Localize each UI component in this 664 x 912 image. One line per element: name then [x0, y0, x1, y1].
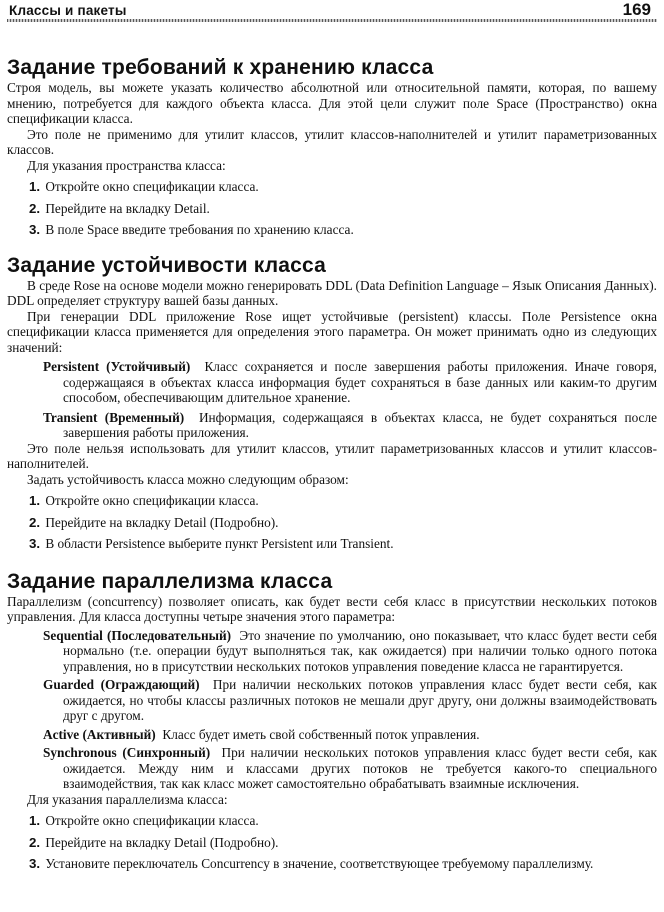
step-number: 3.: [29, 536, 41, 551]
definition-text: Это значение по умолчанию, оно показывает, что класс будет вести себя нормально (т.е. операции будут выполняться так, как ожидается) при наличии только одного потока управления, но в присутствии нескольких потоков управления поведение класса не гарантируется.: [63, 627, 657, 674]
step-number: 1.: [29, 179, 41, 194]
step-text: В поле Space введите требования по хранению класса.: [45, 222, 354, 237]
definition-item: [7, 677, 657, 724]
definition-term: Synchronous (Синхронный): [43, 745, 211, 760]
steps-list: [7, 813, 657, 872]
step-number: 3.: [29, 856, 41, 871]
definition-text: Информация, содержащаяся в объектах класса, не будет сохраняться после завершения работы приложения.: [63, 409, 657, 440]
step-text: Установите переключатель Concurrency в значение, соответствующее требуемому параллелизму.: [45, 856, 594, 871]
step-item: [29, 179, 657, 195]
step-item: [29, 493, 657, 509]
step-number: 2.: [29, 834, 41, 850]
paragraph: Параллелизм (concurrency) позволяет описать, как будет вести себя класс в присутствии нескольких потоков управления. Для класса доступны четыре значения этого параметра:: [7, 593, 657, 624]
steps-lead: Задать устойчивость класса можно следующим образом:: [27, 471, 349, 487]
steps-lead: Для указания параллелизма класса:: [27, 791, 228, 807]
section-storage: [7, 56, 657, 238]
step-number: 2.: [29, 200, 41, 216]
step-number: 2.: [29, 514, 41, 530]
paragraph: При генерации DDL приложение Rose ищет устойчивые (persistent) классы. Поле Persistence окна спецификации класса применяется для определения этого параметра. Он может принимать одно из следующих значений:: [7, 308, 657, 355]
definition-list: [7, 359, 657, 441]
step-text: Перейдите на вкладку Detail.: [45, 200, 210, 216]
definition-text: Класс будет иметь свой собственный поток управления.: [162, 726, 480, 742]
running-header: [7, 0, 657, 22]
section-concurrency: [7, 570, 657, 872]
steps-list: [7, 179, 657, 238]
definition-list: [7, 628, 657, 792]
step-text: В области Persistence выберите пункт Persistent или Transient.: [45, 536, 394, 551]
step-item: [29, 536, 657, 552]
definition-item: [7, 628, 657, 675]
page-number: 169: [622, 0, 651, 19]
definition-item: [7, 410, 657, 441]
section-persistence: [7, 254, 657, 552]
steps-list: [7, 493, 657, 552]
definition-term: Sequential (Последовательный): [43, 627, 232, 643]
step-number: 1.: [29, 813, 41, 828]
paragraph: Это поле не применимо для утилит классов, утилит классов-наполнителей и утилит параметризованных классов.: [7, 126, 657, 157]
section-heading: Задание устойчивости класса: [7, 253, 327, 277]
definition-item: [7, 359, 657, 406]
step-text: Откройте окно спецификации класса.: [45, 179, 259, 194]
section-heading: Задание требований к хранению класса: [7, 56, 434, 79]
paragraph: В среде Rose на основе модели можно генерировать DDL (Data Definition Language – Язык Описания Данных). DDL определяет структуру вашей базы данных.: [7, 277, 657, 308]
step-text: Откройте окно спецификации класса.: [45, 493, 259, 508]
step-item: [29, 222, 657, 238]
definition-term: Guarded (Ограждающий): [43, 677, 200, 692]
step-item: [29, 835, 657, 851]
definition-item: [7, 727, 657, 743]
definition-text: Класс сохраняется и после завершения работы приложения. Иначе говоря, содержащаяся в объектах класса информация будет сохраняться в базе данных или каким-то другим способом, обеспечивающим длительное хранение.: [63, 359, 658, 405]
definition-term: Active (Активный): [43, 726, 156, 742]
step-item: [29, 856, 657, 872]
definition-item: [7, 745, 657, 792]
step-item: [29, 515, 657, 531]
header-rule: [7, 19, 657, 22]
step-text: Перейдите на вкладку Detail (Подробно).: [45, 514, 279, 530]
section-heading: Задание параллелизма класса: [7, 569, 333, 593]
steps-lead: Для указания пространства класса:: [27, 157, 226, 173]
definition-text: При наличии нескольких потоков управления класс будет вести себя, как ожидается. Между ним и классами других потоков не требуется какого-то специального взаимодействия, так как класс может самостоятельно обрабатывать взаимные исключения.: [63, 745, 658, 791]
step-item: [29, 201, 657, 217]
chapter-title: Классы и пакеты: [9, 3, 127, 18]
paragraph: Строя модель, вы можете указать количество абсолютной или относительной памяти, которая, по вашему мнению, потребуется для каждого объекта класса. Для этой цели служит поле Space (Пространство) окна спецификации класса.: [7, 80, 657, 126]
definition-term: Persistent (Устойчивый): [43, 359, 191, 374]
definition-text: При наличии нескольких потоков управления класс будет вести себя, как ожидается, но чтобы классы различных потоков не мешали друг другу, они должны взаимодействовать друг с другом.: [63, 677, 658, 723]
definition-term: Transient (Временный): [43, 409, 185, 425]
paragraph: Это поле нельзя использовать для утилит классов, утилит параметризованных классов и утилит классов-наполнителей.: [7, 440, 657, 471]
step-text: Перейдите на вкладку Detail (Подробно).: [45, 834, 279, 850]
step-text: Откройте окно спецификации класса.: [45, 813, 259, 828]
step-number: 1.: [29, 493, 41, 508]
step-item: [29, 813, 657, 829]
step-number: 3.: [29, 222, 41, 237]
